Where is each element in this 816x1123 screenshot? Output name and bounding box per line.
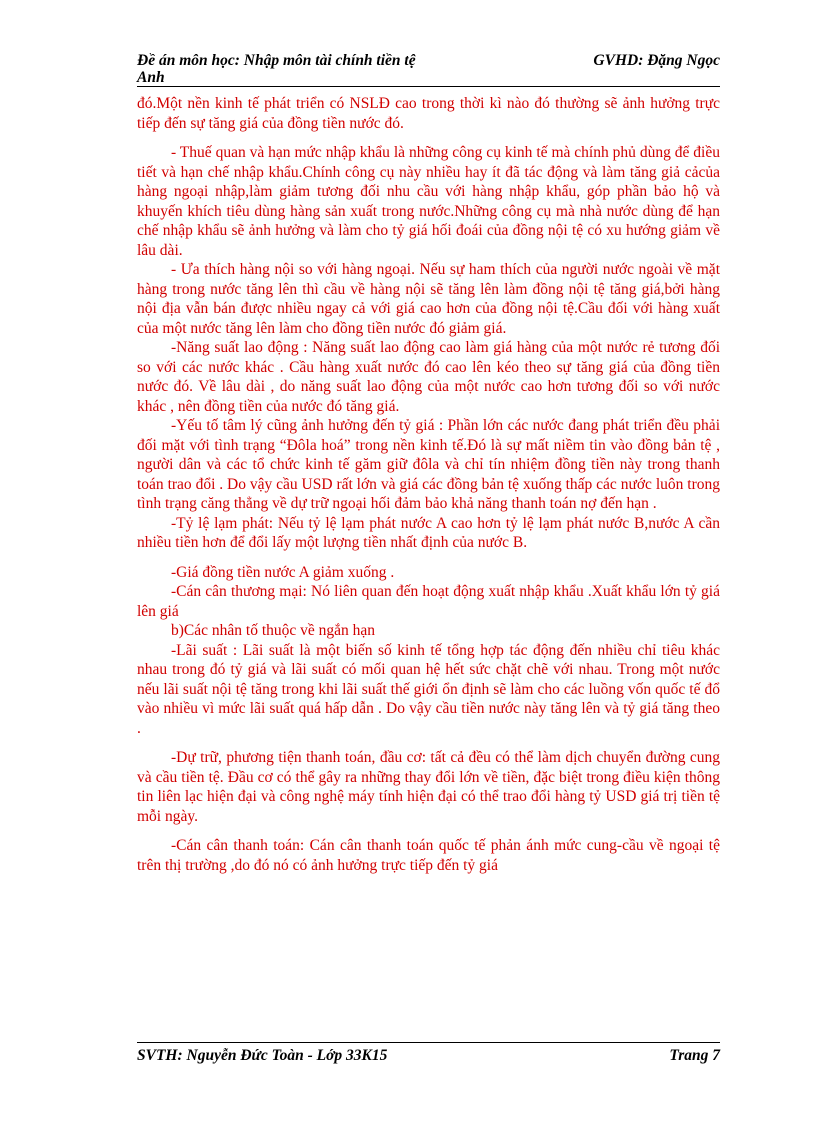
spacer (137, 826, 720, 836)
footer-page-number: Trang 7 (669, 1047, 720, 1064)
paragraph: đó.Một nền kinh tế phát triển có NSLĐ cao trong thời kì nào đó thường sẽ ảnh hưởng trực tiếp đến sự tăng giá của đồng tiền nước đó. (137, 95, 720, 132)
header-instructor: GVHD: Đặng Ngọc (593, 52, 720, 69)
header-course-title: Đề án môn học: Nhập môn tài chính tiền tệ (137, 52, 416, 69)
page-body (137, 94, 720, 1029)
paragraph: -Cán cân thanh toán: Cán cân thanh toán quốc tế phản ánh mức cung-cầu về ngoại tệ trên thị trường ,do đó nó có ảnh hưởng trực tiếp đến tỷ giá (137, 837, 720, 874)
paragraph: - Ưa thích hàng nội so với hàng ngoại. Nếu sự ham thích của người nước ngoài về mặt hàng trong nước tăng lên thì cầu về hàng nội sẽ tăng lên làm đồng nội tệ tăng giá,bởi hàng nội địa vẫn bán được nhiều ngay cả với giá cao hơn của đồng nội tệ.Cầu đối với hàng xuất của một nước tăng lên làm cho đồng tiền nước đó giảm giá. (137, 261, 720, 337)
header-instructor-continued: Anh (137, 69, 165, 86)
page-footer (137, 1042, 720, 1065)
paragraph: -Yếu tố tâm lý cũng ảnh hưởng đến tỷ giá : Phần lớn các nước đang phát triển đều phải đối mặt với tình trạng “Đôla hoá” trong nền kinh tế.Đó là sự mất niềm tin vào đồng bản tệ , người dân và các tổ chức kinh tế găm giữ đôla và chỉ tín nhiệm đồng tiền này trong thanh toán trao đổi . Do vậy cầu USD rất lớn và giá các đồng bản tệ xuống thấp các nước luôn trong tình trạng căng thẳng về dự trữ ngoại hối đảm bảo khả năng thanh toán nợ đến hạn . (137, 417, 720, 512)
paragraph: -Năng suất lao động : Năng suất lao động cao làm giá hàng của một nước rẻ tương đối so với các nước khác . Cầu hàng xuất nước đó cao lên kéo theo sự tăng giá của đồng tiền nước đó. Về lâu dài , do năng suất lao động của một nước cao hơn tương đối so với nước khác , nên đồng tiền của nước đó tăng giá. (137, 339, 720, 415)
paragraph: -Cán cân thương mại: Nó liên quan đến hoạt động xuất nhập khẩu .Xuất khẩu lớn tỷ giá lên giá (137, 583, 720, 620)
page-header (137, 52, 720, 87)
paragraph: -Lãi suất : Lãi suất là một biến số kinh tế tổng hợp tác động đến nhiều chỉ tiêu khác nhau trong đó tỷ giá và lãi suất có mối quan hệ hết sức chặt chẽ với nhau. Trong một nước nếu lãi suất nội tệ tăng trong khi lãi suất thế giới ổn định sẽ làm cho các luồng vốn quốc tế đổ vào nhiều vì mức lãi suất quá hấp dẫn . Do vậy cầu tiền nước này tăng lên và tỷ giá tăng theo . (137, 641, 720, 737)
spacer (137, 553, 720, 563)
paragraph: -Tỷ lệ lạm phát: Nếu tỷ lệ lạm phát nước A cao hơn tỷ lệ lạm phát nước B,nước A cần nhiều tiền hơn để đổi lấy một lượng tiền nhất định của nước B. (137, 514, 720, 551)
paragraph: -Giá đồng tiền nước A giảm xuống . (171, 563, 395, 581)
spacer (137, 738, 720, 748)
footer-student: SVTH: Nguyễn Đức Toàn - Lớp 33K15 (137, 1047, 388, 1064)
spacer (137, 133, 720, 143)
paragraph: - Thuế quan và hạn mức nhập khẩu là những công cụ kinh tế mà chính phủ dùng để điều tiết và hạn chế nhập khẩu.Chính công cụ này nhiều hay ít đã tác động và làm tăng giả cảcủa hàng ngoại nhập,làm giảm tương đối nhu cầu với hàng nhập khẩu, góp phần bảo hộ và khuyến khích tiêu dùng hàng sản xuất trong nước.Những công cụ mà nhà nước dùng để hạn chế nhập khẩu sẽ ảnh hưởng và làm cho tỷ giá hối đoái của đồng nội tệ có xu hướng giảm về lâu dài. (137, 144, 720, 259)
paragraph: b)Các nhân tố thuộc về ngắn hạn (171, 622, 376, 639)
paragraph: -Dự trữ, phương tiện thanh toán, đầu cơ: tất cả đều có thể làm dịch chuyển đường cung và cầu tiền tệ. Đầu cơ có thể gây ra những thay đổi lớn về tiền, đặc biệt trong điều kiện thông tin liên lạc hiện đại và công nghệ máy tính hiện đại có thể trao đổi hàng tỷ USD giá trị tiền tệ mỗi ngày. (137, 749, 720, 825)
